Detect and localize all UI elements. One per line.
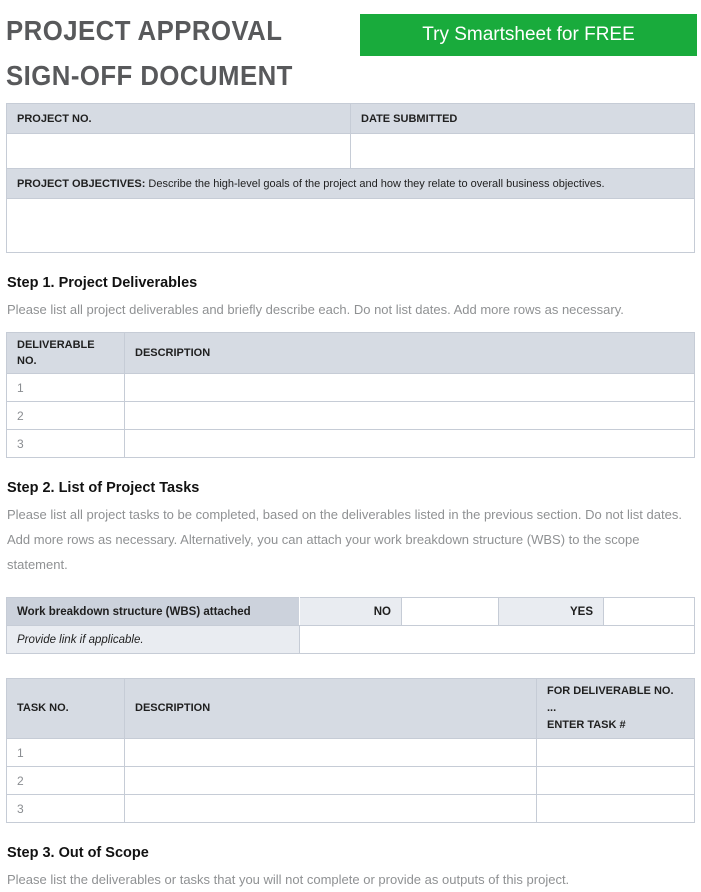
project-no-header: PROJECT NO. [7, 104, 351, 134]
task-description-input[interactable] [125, 739, 537, 767]
table-row [7, 374, 695, 402]
table-row [7, 739, 695, 767]
deliverable-description-header: DESCRIPTION [125, 333, 695, 374]
deliverable-description-input[interactable] [125, 402, 695, 430]
task-description-input[interactable] [125, 767, 537, 795]
wbs-yes-input[interactable] [604, 598, 695, 626]
project-objectives-header [7, 169, 695, 199]
step2-description: Please list all project tasks to be completed, based on the deliverables listed in the previous section. Do not list dates. Add more rows as necessary. Alternatively, you can attach your work breakdown structure (WBS) to the scope statement. [7, 507, 682, 572]
table-row [7, 430, 695, 458]
task-row-number: 2 [7, 767, 125, 795]
step2-heading: Step 2. List of Project Tasks [7, 480, 200, 496]
deliverable-no-header: DELIVERABLE NO. [7, 333, 125, 374]
task-deliverable-header-line2: ... [547, 702, 557, 714]
task-row-number: 3 [7, 795, 125, 823]
task-deliverable-input[interactable] [537, 795, 695, 823]
project-info-table [6, 103, 695, 253]
wbs-attached-label: Work breakdown structure (WBS) attached [7, 598, 300, 626]
try-smartsheet-button[interactable]: Try Smartsheet for FREE [360, 14, 697, 56]
deliverable-row-number: 2 [7, 402, 125, 430]
date-submitted-input[interactable] [351, 134, 695, 169]
wbs-link-label: Provide link if applicable. [7, 626, 300, 654]
table-row [7, 795, 695, 823]
tasks-table [6, 678, 695, 823]
table-row [7, 402, 695, 430]
task-deliverable-header [537, 679, 695, 739]
step3-heading: Step 3. Out of Scope [7, 845, 149, 861]
deliverables-table [6, 332, 695, 458]
task-description-input[interactable] [125, 795, 537, 823]
project-objectives-label: PROJECT OBJECTIVES: [17, 177, 146, 190]
page-title-line1: PROJECT APPROVAL [6, 15, 283, 46]
wbs-link-input[interactable] [300, 626, 695, 654]
project-objectives-description: Describe the high-level goals of the project and how they relate to overall business objectives. [145, 177, 605, 190]
project-objectives-input[interactable] [7, 199, 695, 253]
deliverable-description-input[interactable] [125, 374, 695, 402]
date-submitted-header: DATE SUBMITTED [351, 104, 695, 134]
wbs-attached-table [6, 597, 695, 654]
step1-description: Please list all project deliverables and briefly describe each. Do not list dates. Add more rows as necessary. [7, 302, 624, 317]
page-title-line2: SIGN-OFF DOCUMENT [6, 60, 293, 91]
step1-heading: Step 1. Project Deliverables [7, 275, 198, 291]
deliverable-description-input[interactable] [125, 430, 695, 458]
task-row-number: 1 [7, 739, 125, 767]
task-deliverable-header-line1: FOR DELIVERABLE NO. [547, 685, 674, 697]
task-no-header: TASK NO. [7, 679, 125, 739]
wbs-no-input[interactable] [402, 598, 499, 626]
task-description-header: DESCRIPTION [125, 679, 537, 739]
project-no-input[interactable] [7, 134, 351, 169]
wbs-yes-label: YES [499, 598, 604, 626]
step3-description: Please list the deliverables or tasks that you will not complete or provide as outputs of this project. [7, 872, 570, 887]
task-deliverable-input[interactable] [537, 767, 695, 795]
deliverable-row-number: 3 [7, 430, 125, 458]
wbs-no-label: NO [300, 598, 402, 626]
task-deliverable-input[interactable] [537, 739, 695, 767]
deliverable-row-number: 1 [7, 374, 125, 402]
table-row [7, 767, 695, 795]
task-deliverable-header-line3: ENTER TASK # [547, 719, 626, 731]
document-page [0, 8, 701, 887]
